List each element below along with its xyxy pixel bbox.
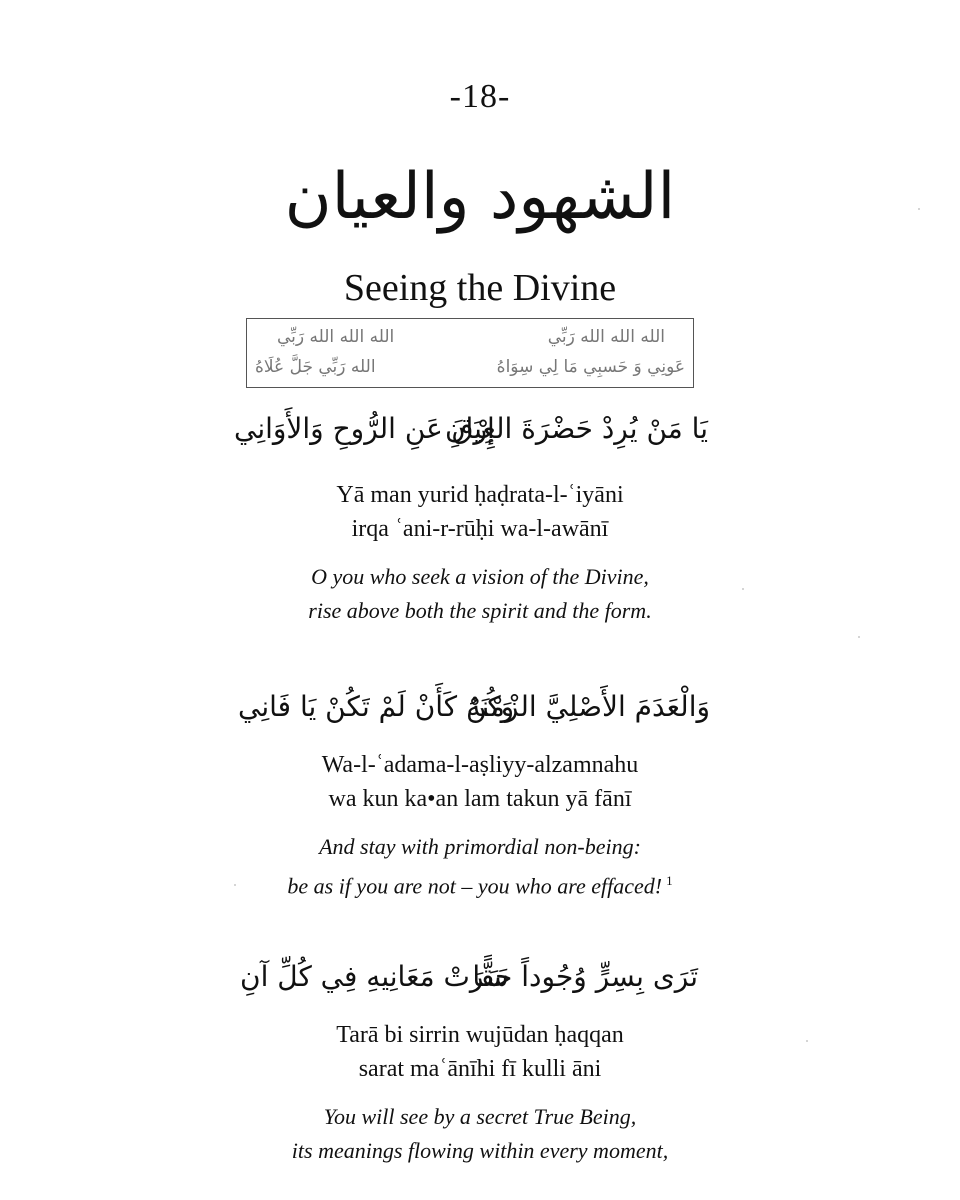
arabic-title: الشهود والعيان [284, 160, 676, 234]
verse-3-arabic-right-hemistich: تَرَى بِسِرٍّ وُجُوداً حَقًّا [472, 960, 698, 993]
verse-3-translation-line-1: You will see by a secret True Being, [323, 1104, 637, 1129]
english-title: Seeing the Divine [343, 267, 617, 309]
verse-1-translit-line-1: Yā man yurid ḥaḍrata-l-ʿiyāni [336, 482, 624, 508]
scan-speck [234, 884, 236, 886]
scan-speck [918, 208, 920, 210]
verse-2-translation-line-2 [0, 864, 960, 903]
verse-1-translit-line-2: irqa ʿani-r-rūḥi wa-l-awānī [351, 516, 609, 542]
verse-1-translation-line-2: rise above both the spirit and the form. [308, 598, 652, 623]
verse-2-translation-line-1: And stay with primordial non-being: [319, 834, 641, 859]
page-number: -18- [449, 78, 511, 115]
verse-3-translation-line-2: its meanings flowing within every moment, [291, 1138, 669, 1163]
refrain-right-bottom: عَونِي وَ حَسبِي مَا لِي سِوَاهُ [496, 357, 685, 377]
verse-1-translation-line-1: O you who seek a vision of the Divine, [311, 564, 649, 589]
refrain-right-top: الله الله الله رَبِّي [547, 327, 665, 347]
scan-speck [806, 1040, 808, 1042]
scan-speck [742, 588, 744, 590]
verse-2-arabic-right-hemistich: وَالْعَدَمَ الأَصْلِيَّ الزْمْنَهُ [466, 690, 710, 723]
verse-2-arabic-left-hemistich: وَكُنْ كَأَنْ لَمْ تَكُنْ يَا فَانِي [238, 690, 515, 723]
verse-3-translit-line-2: sarat maʿānīhi fī kulli āni [358, 1056, 602, 1082]
verse-1-arabic-left-hemistich: إِرْقَ عَنِ الرُّوحِ وَالأَوَانِي [234, 412, 495, 445]
verse-2-translit-line-2: wa kun ka•an lam takun yā fānī [328, 786, 632, 812]
verse-1-arabic-right-hemistich: يَا مَنْ يُرِدْ حَضْرَةَ العِيَانِ [444, 412, 708, 445]
verse-3-arabic-left-hemistich: سَرَتْ مَعَانِيهِ فِي كُلِّ آنِ [240, 960, 509, 993]
footnote-marker[interactable]: 1 [666, 873, 673, 888]
refrain-left-top: الله الله الله رَبِّي [277, 327, 395, 347]
verse-3-translit-line-1: Tarā bi sirrin wujūdan ḥaqqan [336, 1022, 624, 1048]
refrain-left-bottom: الله رَبِّي جَلَّ عُلَاهُ [255, 357, 376, 377]
scan-speck [858, 636, 860, 638]
verse-2-translation-text: be as if you are not – you who are effaced! [287, 873, 663, 899]
verse-2-translit-line-1: Wa-l-ʿadama-l-aṣliyy-alzamnahu [321, 752, 639, 778]
refrain-box [246, 318, 694, 388]
